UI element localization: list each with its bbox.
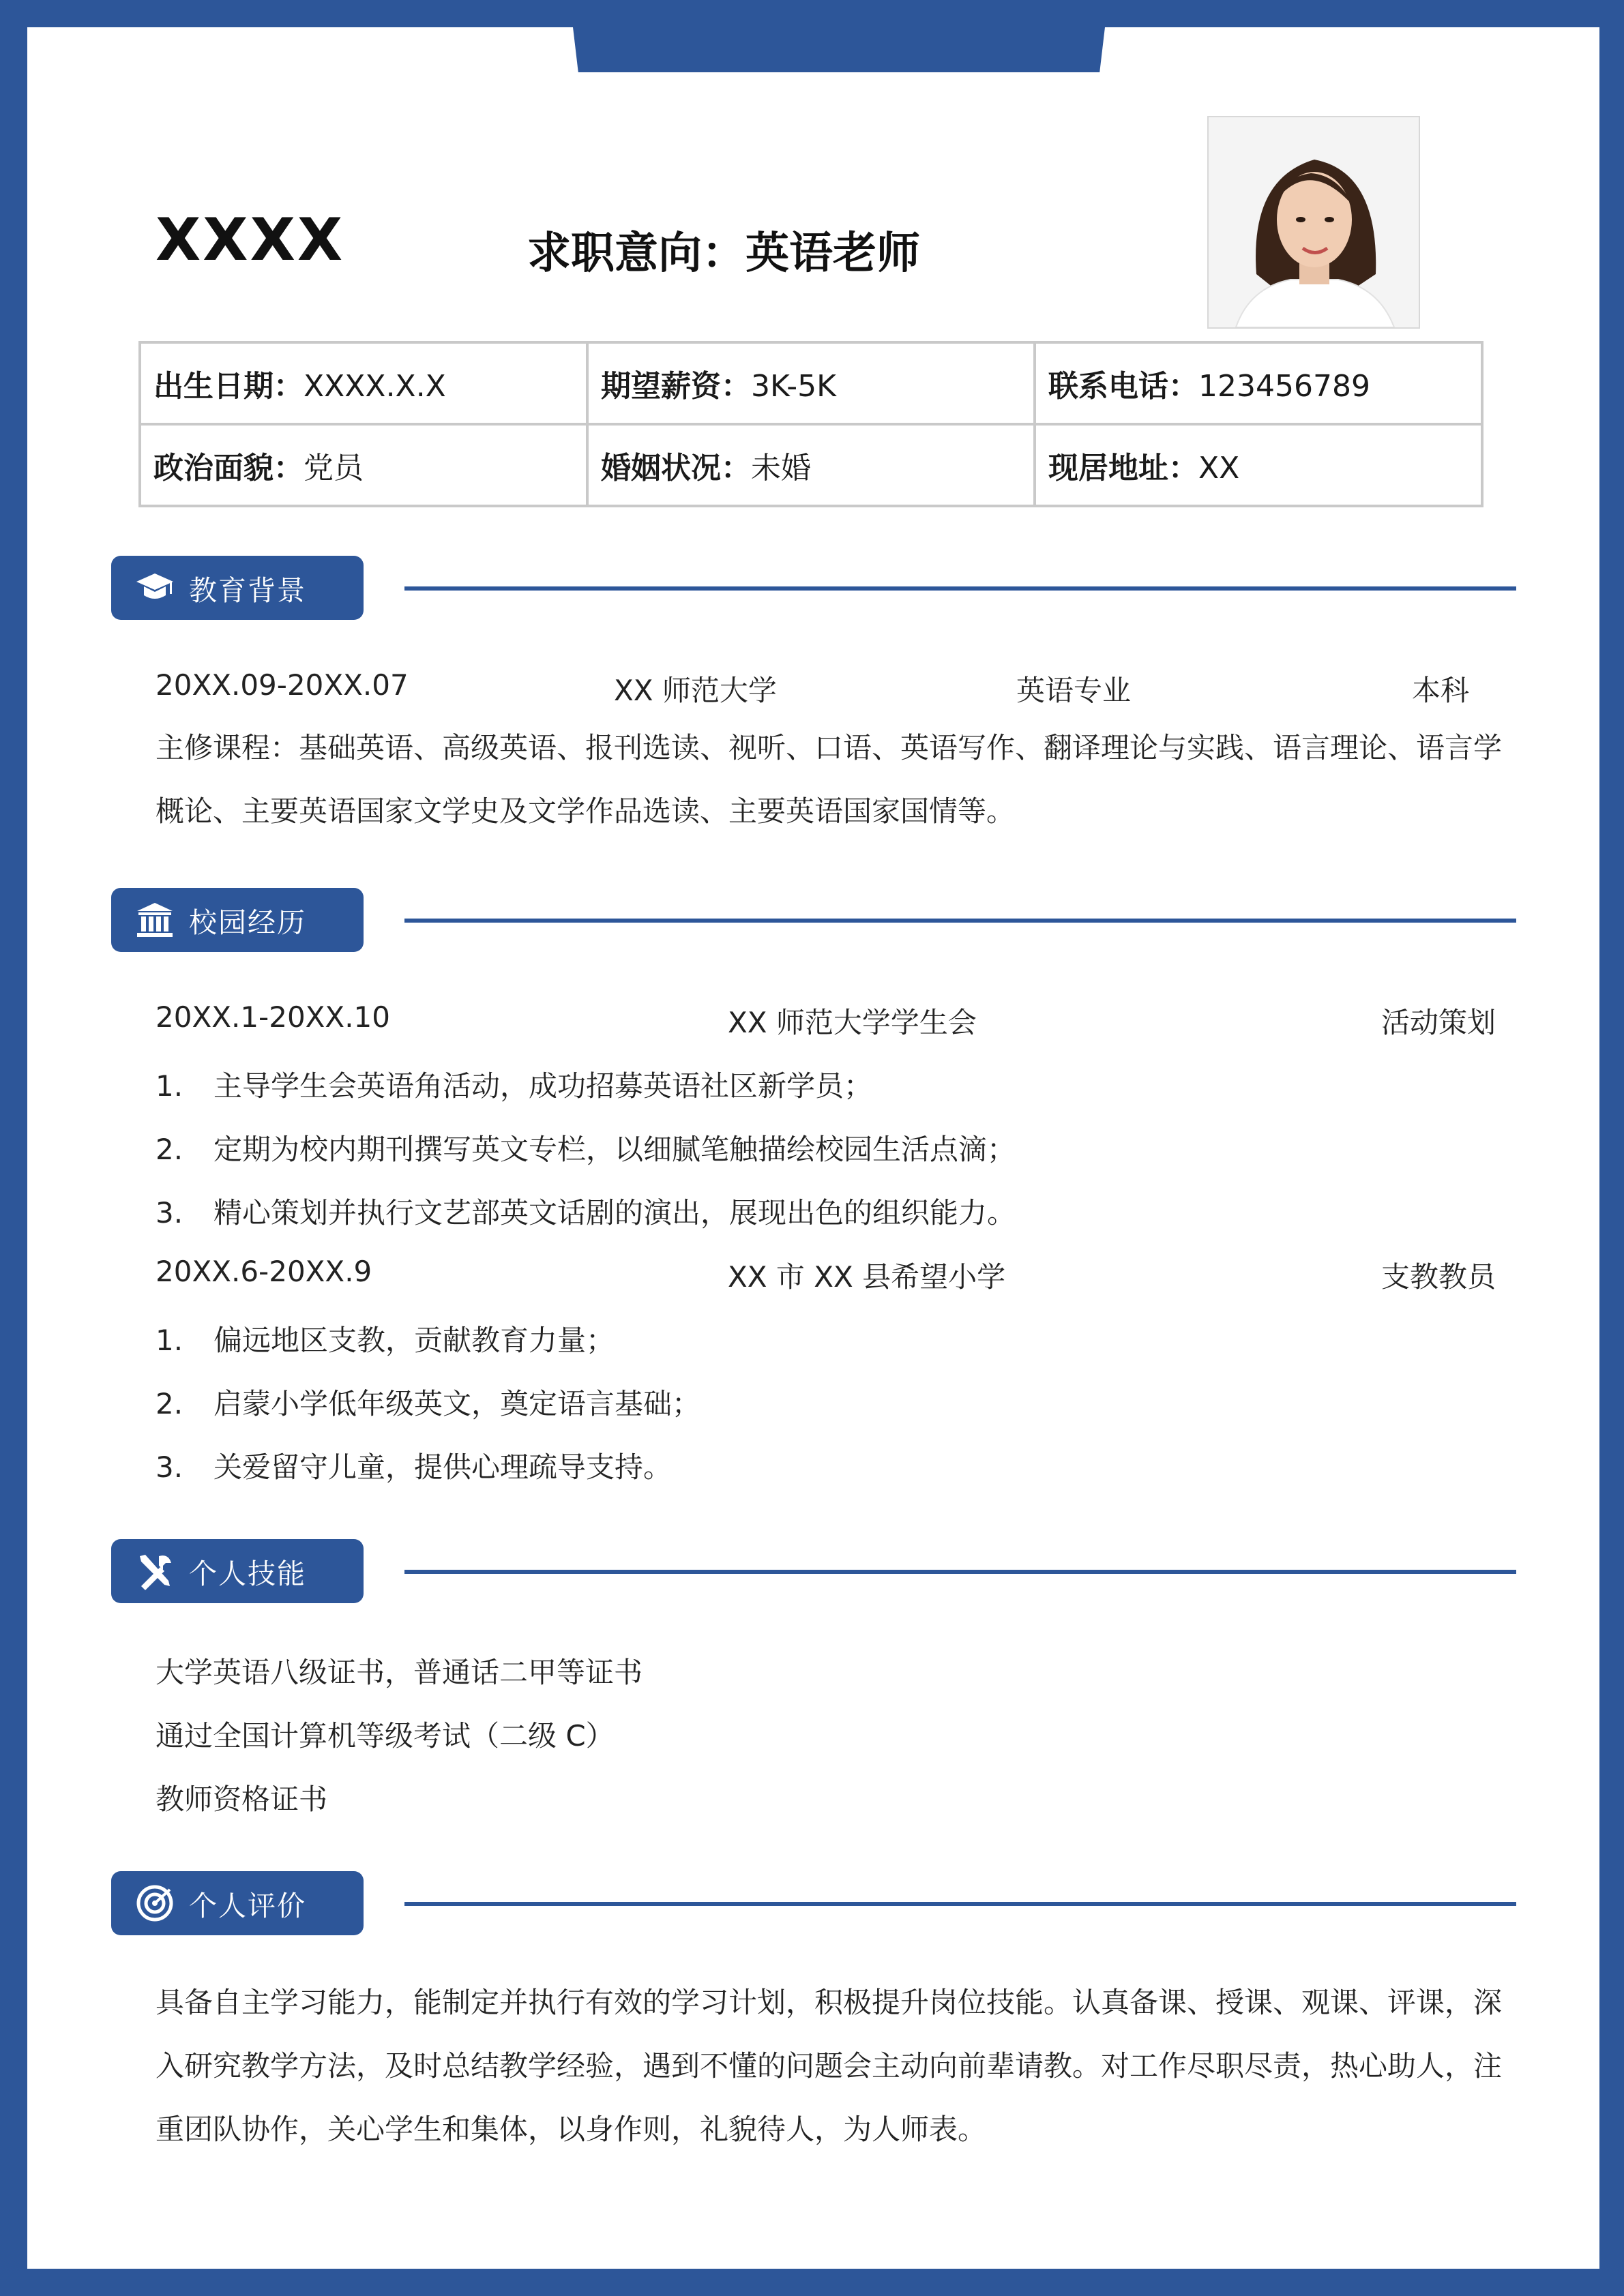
section-header-education xyxy=(111,556,1516,621)
graduation-cap-icon xyxy=(134,567,175,608)
campus-entry-2-role: 支教教员 xyxy=(1381,1260,1496,1294)
top-tab-decoration xyxy=(573,27,1105,72)
campus-entry-2-org: XX 市 XX 县希望小学 xyxy=(728,1260,1006,1294)
info-cell-marital: 婚姻状况：未婚 xyxy=(587,424,1035,506)
list-item: 3. 精心策划并执行文艺部英文话剧的演出，展现出色的组织能力。 xyxy=(156,1196,1016,1229)
section-divider xyxy=(404,919,1516,923)
campus-entry-2-period: 20XX.6-20XX.9 xyxy=(156,1255,372,1288)
education-courses: 主修课程：基础英语、高级英语、报刊选读、视听、口语、英语写作、翻译理论与实践、语言理论、语言学概论、主要英语国家文学史及文学作品选读、主要英语国家国情等。 xyxy=(156,731,1503,828)
info-cell-politics: 政治面貌：党员 xyxy=(140,424,587,506)
list-item: 2. 定期为校内期刊撰写英文专栏，以细腻笔触描绘校园生活点滴； xyxy=(156,1133,1016,1166)
info-cell-salary: 期望薪资：3K-5K xyxy=(587,342,1035,424)
section-divider xyxy=(404,1902,1516,1906)
evaluation-text: 具备自主学习能力，能制定并执行有效的学习计划，积极提升岗位技能。认真备课、授课、观课、评课，深入研究教学方法，及时总结教学经验，遇到不懂的问题会主动向前辈请教。对工作尽职尽责，热心助人，注重团队协作，关心学生和集体，以身作则，礼貌待人，为人师表。 xyxy=(156,1986,1503,2146)
section-title: 个人技能 xyxy=(189,1557,306,1590)
list-item: 3. 关爱留守儿童，提供心理疏导支持。 xyxy=(156,1450,673,1484)
section-header-evaluation xyxy=(111,1871,1516,1937)
list-item: 1. 主导学生会英语角活动，成功招募英语社区新学员； xyxy=(156,1069,873,1103)
section-header-skills xyxy=(111,1539,1516,1605)
education-major: 英语专业 xyxy=(1016,674,1132,707)
education-degree: 本科 xyxy=(1412,674,1470,707)
info-cell-birth: 出生日期：XXXX.X.X xyxy=(140,342,587,424)
resume-page xyxy=(27,27,1599,2269)
institution-icon xyxy=(134,899,175,940)
section-divider xyxy=(404,1570,1516,1574)
campus-entry-1-period: 20XX.1-20XX.10 xyxy=(156,1000,390,1034)
section-title: 校园经历 xyxy=(189,906,306,939)
list-item: 2. 启蒙小学低年级英文，奠定语言基础； xyxy=(156,1387,701,1420)
list-item: 1. 偏远地区支教，贡献教育力量； xyxy=(156,1324,615,1357)
skill-item: 通过全国计算机等级考试（二级 C） xyxy=(156,1719,615,1753)
info-cell-phone: 联系电话：123456789 xyxy=(1035,342,1482,424)
tools-icon xyxy=(134,1551,175,1592)
campus-entry-1-org: XX 师范大学学生会 xyxy=(728,1006,977,1039)
education-period: 20XX.09-20XX.07 xyxy=(156,668,409,702)
job-intent: 求职意向：英语老师 xyxy=(527,228,920,279)
education-school: XX 师范大学 xyxy=(614,674,777,707)
section-title: 个人评价 xyxy=(189,1889,306,1922)
campus-entry-1-role: 活动策划 xyxy=(1381,1006,1496,1039)
target-icon xyxy=(134,1883,175,1924)
skill-item: 教师资格证书 xyxy=(156,1783,328,1816)
candidate-name: XXXX xyxy=(156,206,345,274)
basic-info-table xyxy=(138,341,1483,507)
section-divider xyxy=(404,586,1516,591)
skill-item: 大学英语八级证书，普通话二甲等证书 xyxy=(156,1656,643,1689)
info-row xyxy=(140,424,1482,506)
profile-photo xyxy=(1207,116,1420,329)
section-title: 教育背景 xyxy=(189,573,306,607)
info-cell-address: 现居地址：XX xyxy=(1035,424,1482,506)
section-header-campus xyxy=(111,888,1516,953)
info-row xyxy=(140,342,1482,424)
